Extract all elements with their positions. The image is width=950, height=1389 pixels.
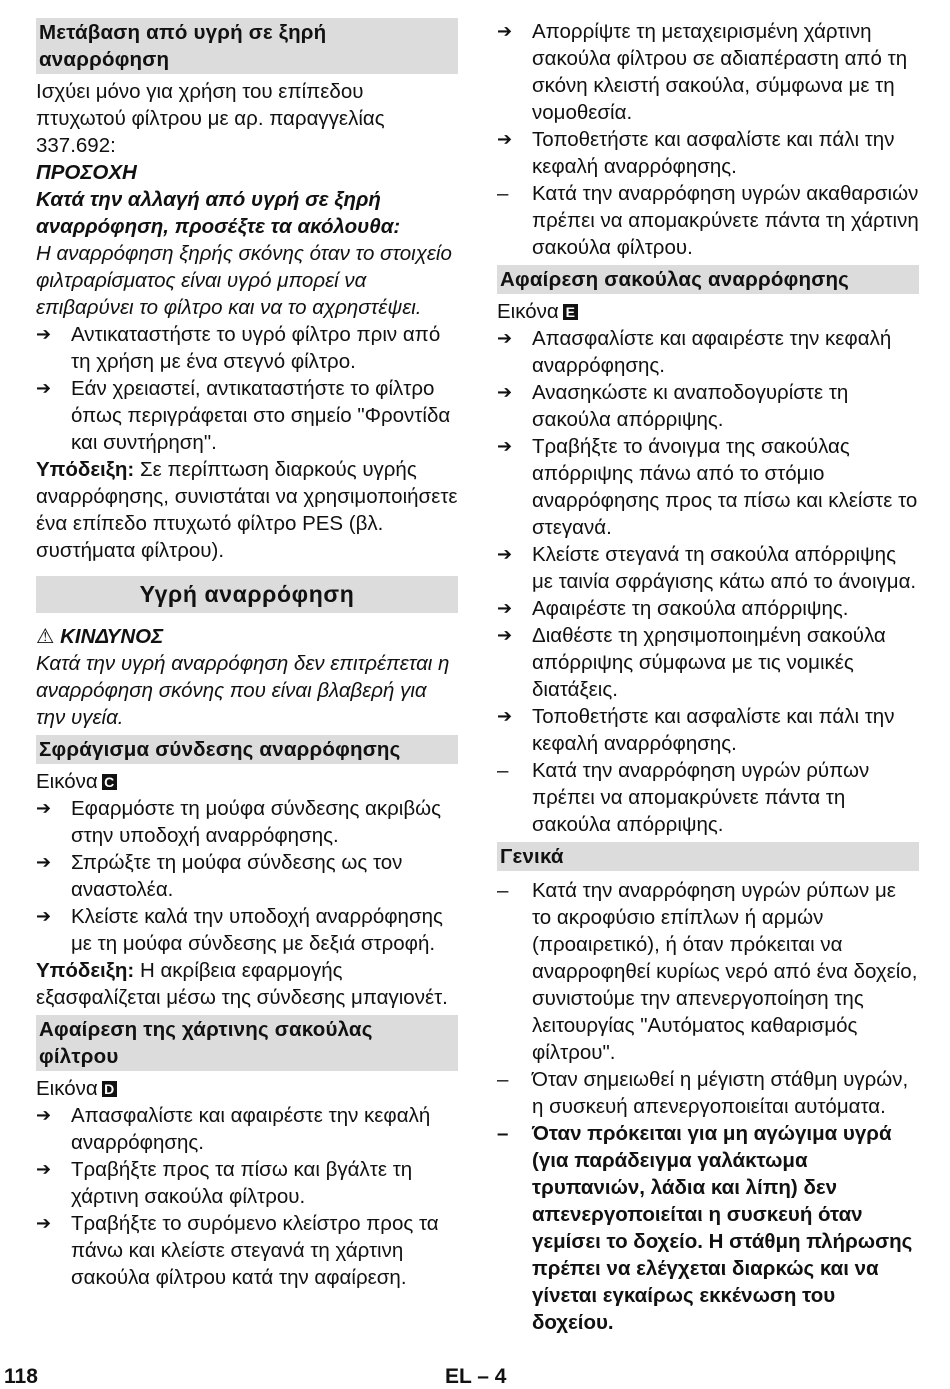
step-text: Διαθέστε τη χρησιμοποιημένη σακούλα απόρριψης σύμφωνα με τις νομικές διατάξεις. (532, 624, 886, 701)
figure-letter-badge: E (563, 304, 578, 320)
step-text: Σπρώξτε τη μούφα σύνδεσης ως τον αναστολέα. (71, 851, 403, 901)
list-item (497, 180, 919, 261)
list-item (497, 541, 919, 595)
list-item (497, 126, 919, 180)
arrow-icon: ➔ (497, 21, 513, 41)
dash-text: Κατά την αναρρόφηση υγρών ρύπων με το ακροφύσιο επίπλων ή αρμών (προαιρετικό), ή όταν πρόκειται να αναρροφηθεί κυρίως νερό από ένα δοχείο, συνιστούμε την απενεργοποίηση της λειτουργίας "Αυτόματος καθαρισμός φίλτρου". (532, 879, 918, 1064)
step-text: Τραβήξτε το συρόμενο κλείστρο προς τα πάνω και κλείστε στεγανά τη χάρτινη σακούλα φίλτρου κατά την αφαίρεση. (71, 1212, 439, 1289)
arrow-icon: ➔ (497, 625, 513, 645)
step-text: Εάν χρειαστεί, αντικαταστήστε το φίλτρο όπως περιγράφεται στο σημείο "Φροντίδα και συντήρηση". (71, 377, 451, 454)
list-item-warning (497, 1120, 919, 1336)
step-text: Απορρίψτε τη μεταχειρισμένη χάρτινη σακούλα φίλτρου σε αδιαπέραστη από τη σκόνη κλειστή σακούλα, σύμφωνα με τη νομοθεσία. (532, 20, 908, 124)
list-item (497, 18, 919, 126)
list-item (497, 595, 919, 622)
step-text: Κλείστε καλά την υποδοχή αναρρόφησης με τη μούφα σύνδεσης με δεξιά στροφή. (71, 905, 443, 955)
step-text: Κλείστε στεγανά τη σακούλα απόρριψης με ταινία σφράγισης κάτω από το άνοιγμα. (532, 543, 917, 593)
heading-remove-paper-bag: Αφαίρεση της χάρτινης σακούλας φίλτρου (36, 1015, 458, 1071)
dash-text: Κατά την αναρρόφηση υγρών ρύπων πρέπει να απομακρύνετε πάντα τη σακούλα απόρριψης. (532, 759, 870, 836)
arrow-icon: ➔ (497, 706, 513, 726)
step-text: Τραβήξτε το άνοιγμα της σακούλας απόρριψης πάνω από το στόμιο αναρρόφησης προς τα πίσω και κλείστε το στεγανά. (532, 435, 918, 539)
list-item (36, 849, 458, 903)
arrow-icon: ➔ (497, 129, 513, 149)
heading-wet-suction: Υγρή αναρρόφηση (36, 576, 458, 613)
left-column (36, 18, 458, 1291)
arrow-icon: ➔ (36, 1213, 52, 1233)
dash-text: Κατά την αναρρόφηση υγρών ακαθαρσιών πρέπει να απομακρύνετε πάντα τη χάρτινη σακούλα φίλτρου. (532, 182, 919, 259)
figure-ref: Εικόνα E (497, 298, 919, 325)
arrow-icon: ➔ (497, 328, 513, 348)
arrow-icon: ➔ (36, 798, 52, 818)
arrow-icon: ➔ (36, 1105, 52, 1125)
step-text: Εφαρμόστε τη μούφα σύνδεσης ακριβώς στην υποδοχή αναρρόφησης. (71, 797, 442, 847)
arrow-icon: ➔ (36, 324, 52, 344)
dash-marker: – (497, 1068, 509, 1091)
step-text: Τραβήξτε προς τα πίσω και βγάλτε τη χάρτινη σακούλα φίλτρου. (71, 1158, 413, 1208)
warning-text: Όταν πρόκειται για μη αγώγιμα υγρά (για παράδειγμα γαλάκτωμα τρυπανιών, λάδια και λίπη) δεν απενεργοποιείται η συσκευή όταν γεμίσει το δοχείο. Η στάθμη πλήρωσης πρέπει να ελέγχεται διαρκώς και να γίνεται εγκαίρως εκκένωση του δοχείου. (532, 1122, 913, 1334)
arrow-icon: ➔ (497, 598, 513, 618)
page-number: 118 (4, 1365, 38, 1388)
list-item (36, 795, 458, 849)
list-item (497, 1066, 919, 1120)
arrow-icon: ➔ (36, 906, 52, 926)
list-item (36, 903, 458, 957)
note (36, 957, 458, 1011)
list-item (36, 1102, 458, 1156)
list-item (497, 703, 919, 757)
language-page-label: EL – 4 (445, 1365, 507, 1388)
dash-marker: – (497, 182, 509, 205)
step-text: Απασφαλίστε και αφαιρέστε την κεφαλή αναρρόφησης. (71, 1104, 431, 1154)
step-text: Τοποθετήστε και ασφαλίστε και πάλι την κεφαλή αναρρόφησης. (532, 128, 895, 178)
dash-text: Όταν σημειωθεί η μέγιστη στάθμη υγρών, η συσκευή απενεργοποιείται αυτόματα. (532, 1068, 909, 1118)
dash-marker: – (497, 759, 509, 782)
note-label: Υπόδειξη: (36, 458, 135, 481)
list-item (36, 1210, 458, 1291)
arrow-icon: ➔ (36, 378, 52, 398)
arrow-icon: ➔ (36, 1159, 52, 1179)
figure-letter-badge: C (102, 774, 117, 790)
arrow-icon: ➔ (497, 382, 513, 402)
caution-heading: Κατά την αλλαγή από υγρή σε ξηρή αναρρόφηση, προσέξτε τα ακόλουθα: (36, 188, 401, 238)
heading-wet-to-dry: Μετάβαση από υγρή σε ξηρή αναρρόφηση (36, 18, 458, 74)
list-item (497, 757, 919, 838)
note-text: Σε περίπτωση διαρκούς υγρής αναρρόφησης, συνιστάται να χρησιμοποιήσετε ένα επίπεδο πτυχωτό φίλτρο PES (βλ. συστήματα φίλτρου). (36, 458, 458, 562)
heading-remove-suction-bag: Αφαίρεση σακούλας αναρρόφησης (497, 265, 919, 294)
list-item (497, 433, 919, 541)
dash-marker: – (497, 879, 509, 902)
right-column (497, 18, 919, 1336)
figure-letter-badge: D (102, 1081, 117, 1097)
heading-seal-connection: Σφράγισμα σύνδεσης αναρρόφησης (36, 735, 458, 764)
step-text: Απασφαλίστε και αφαιρέστε την κεφαλή αναρρόφησης. (532, 327, 892, 377)
arrow-icon: ➔ (36, 852, 52, 872)
arrow-icon: ➔ (497, 544, 513, 564)
note (36, 456, 458, 564)
step-text: Τοποθετήστε και ασφαλίστε και πάλι την κεφαλή αναρρόφησης. (532, 705, 895, 755)
intro-text: Ισχύει μόνο για χρήση του επίπεδου πτυχωτού φίλτρου με αρ. παραγγελίας 337.692: (36, 80, 385, 157)
list-item (497, 622, 919, 703)
list-item (497, 877, 919, 1066)
figure-ref: Εικόνα C (36, 768, 458, 795)
note-label: Υπόδειξη: (36, 959, 135, 982)
heading-general: Γενικά (497, 842, 919, 871)
warning-icon: ⚠ (36, 625, 55, 648)
step-text: Ανασηκώστε κι αναποδογυρίστε τη σακούλα απόρριψης. (532, 381, 849, 431)
step-text: Αφαιρέστε τη σακούλα απόρριψης. (532, 597, 849, 620)
dash-marker: – (497, 1122, 509, 1145)
caution-label: ΠΡΟΣΟΧΗ (36, 161, 137, 184)
list-item (36, 1156, 458, 1210)
caution-text: Η αναρρόφηση ξηρής σκόνης όταν το στοιχείο φιλτραρίσματος είναι υγρό μπορεί να επιβαρύνει το φίλτρο και να το αχρηστέψει. (36, 242, 452, 319)
list-item (36, 375, 458, 456)
figure-ref: Εικόνα D (36, 1075, 458, 1102)
danger-text: Κατά την υγρή αναρρόφηση δεν επιτρέπεται η αναρρόφηση σκόνης που είναι βλαβερή για την υγεία. (36, 652, 450, 729)
note-text: Η ακρίβεια εφαρμογής εξασφαλίζεται μέσω της σύνδεσης μπαγιονέτ. (36, 959, 448, 1009)
list-item (497, 325, 919, 379)
step-text: Αντικαταστήστε το υγρό φίλτρο πριν από τη χρήση με ένα στεγνό φίλτρο. (71, 323, 441, 373)
list-item (497, 379, 919, 433)
danger-label: ⚠ ΚΙΝΔΥΝΟΣ (36, 625, 164, 648)
list-item (36, 321, 458, 375)
arrow-icon: ➔ (497, 436, 513, 456)
